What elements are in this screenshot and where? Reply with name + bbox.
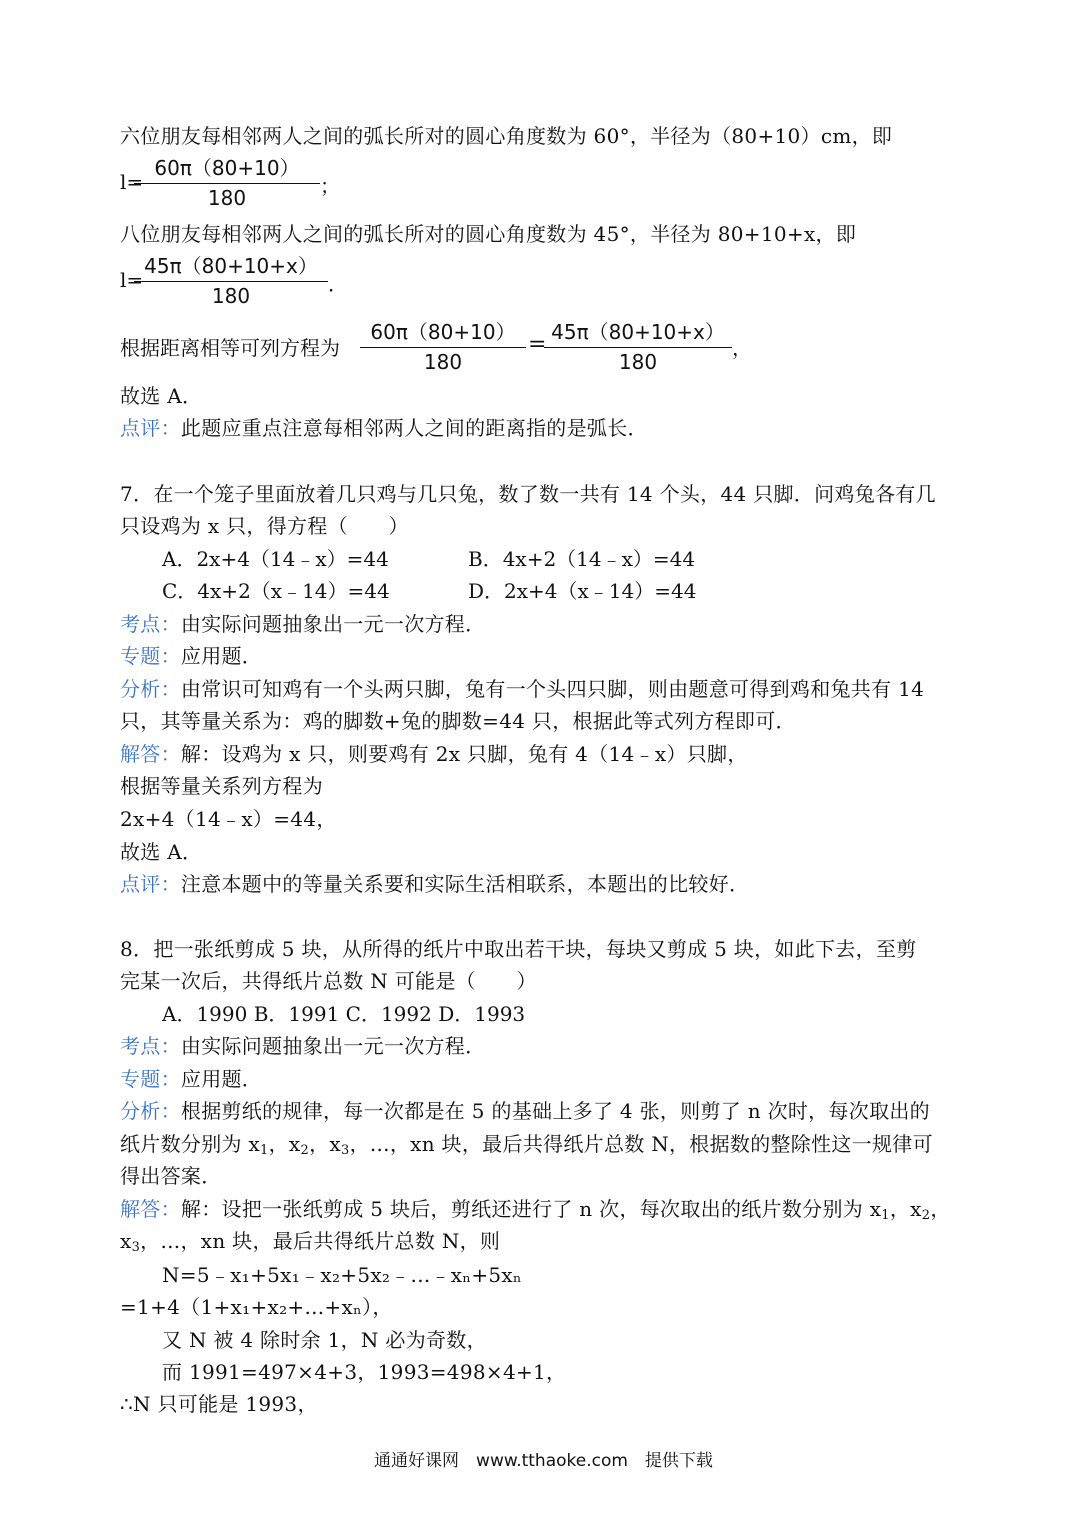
q7-fenxi-line1 <box>120 675 924 703</box>
equation-right-fraction <box>544 316 732 374</box>
kaodian-text: 由实际问题抽象出一元一次方程． <box>180 1034 486 1058</box>
jieda-label: 解答： <box>120 1197 181 1221</box>
review-text: 此题应重点注意每相邻两人之间的距离指的是弧长． <box>180 416 648 440</box>
jieda-text: 解：设把一张纸剪成 5 块后，剪纸还进行了 n 次，每次取出的纸片数分别为 x <box>180 1197 882 1221</box>
review-label: 点评： <box>120 416 181 440</box>
equals-sign: = <box>528 332 547 357</box>
q7-option-a: A．2x+4（14﹣x）=44 <box>162 547 389 571</box>
q7-jieda-line2: 根据等量关系列方程为 <box>120 774 323 798</box>
equation-left-numerator: 60π（80+10） <box>370 320 516 344</box>
page-footer: 通通好课网 www.tthaoke.com 提供下载 <box>374 1451 713 1471</box>
q8-options: A．1990 B．1991 C．1992 D．1993 <box>162 1002 526 1026</box>
q8-equation-line1: N=5﹣x₁+5x₁﹣x₂+5x₂﹣...﹣xₙ+5xₙ <box>162 1263 522 1287</box>
q8-stem-line1: 8．把一张纸剪成 5 块，从所得的纸片中取出若干块，每块又剪成 5 块，如此下去，至剪 <box>120 937 917 961</box>
l1-end: ； <box>320 174 340 198</box>
jieda-label: 解答： <box>120 742 181 766</box>
q7-jieda-line3: 2x+4（14﹣x）=44， <box>120 807 337 831</box>
fenxi-label: 分析： <box>120 1099 181 1123</box>
review-text: 注意本题中的等量关系要和实际生活相联系，本题出的比较好． <box>180 872 750 896</box>
q7-zhuanti <box>120 642 262 670</box>
q6-review <box>120 414 648 442</box>
q8-equation-line2: =1+4（1+x₁+x₂+...+xₙ）， <box>120 1295 393 1319</box>
equation-prefix: 根据距离相等可列方程为 <box>120 336 340 360</box>
jieda-text: ，x <box>889 1197 922 1221</box>
l1-denominator: 180 <box>207 186 247 210</box>
q6-choose: 故选 A． <box>120 384 203 408</box>
l1-prefix: l= <box>120 170 144 194</box>
kaodian-label: 考点： <box>120 1034 181 1058</box>
q8-equation-line5: ∴N 只可能是 1993， <box>120 1392 318 1416</box>
l2-prefix: l= <box>120 268 144 292</box>
q6-line1: 六位朋友每相邻两人之间的弧长所对的圆心角度数为 60°，半径为（80+10）cm，即 <box>120 124 893 148</box>
l2-end: ． <box>328 272 348 296</box>
zhuanti-text: 应用题． <box>180 1067 263 1091</box>
jieda-text: ， <box>930 1197 951 1221</box>
q8-fenxi-line3: 得出答案． <box>120 1164 222 1188</box>
subscript: 3 <box>340 1143 350 1158</box>
q8-fenxi-line1 <box>120 1097 930 1125</box>
fenxi-text: 纸片数分别为 x <box>120 1132 261 1156</box>
q7-jieda-line4: 故选 A． <box>120 840 203 864</box>
q8-jieda-line1 <box>120 1195 951 1230</box>
fraction-bar <box>134 281 328 282</box>
l2-fraction <box>134 250 328 308</box>
jieda-text: x <box>120 1229 132 1253</box>
review-label: 点评： <box>120 872 181 896</box>
q8-jieda-line2 <box>120 1227 500 1262</box>
subscript: 1 <box>260 1143 269 1158</box>
q8-fenxi-line2 <box>120 1130 933 1165</box>
zhuanti-label: 专题： <box>120 1067 181 1091</box>
fraction-bar <box>544 347 732 348</box>
zhuanti-text: 应用题． <box>180 644 263 668</box>
subscript: 3 <box>131 1240 141 1255</box>
fenxi-text: 由常识可知鸡有一个头两只脚，兔有一个头四只脚，则由题意可得到鸡和兔共有 14 <box>180 677 925 701</box>
q7-option-b: B．4x+2（14﹣x）=44 <box>468 547 696 571</box>
equation-right-denominator: 180 <box>618 350 658 374</box>
q8-kaodian <box>120 1032 485 1060</box>
fenxi-text: ，x <box>309 1132 341 1156</box>
q6-line2: 八位朋友每相邻两人之间的弧长所对的圆心角度数为 45°，半径为 80+10+x，即 <box>120 222 857 246</box>
q7-jieda-line1 <box>120 740 748 768</box>
q7-option-c: C．4x+2（x﹣14）=44 <box>162 579 390 603</box>
subscript: 2 <box>921 1208 931 1223</box>
subscript: 1 <box>881 1208 890 1223</box>
q8-zhuanti <box>120 1065 262 1093</box>
q8-stem-line2: 完某一次后，共得纸片总数 N 可能是（ ） <box>120 969 537 993</box>
q7-stem-line2: 只设鸡为 x 只，得方程（ ） <box>120 514 409 538</box>
equation-left-fraction <box>360 316 526 374</box>
q8-equation-line4: 而 1991=497×4+3，1993=498×4+1， <box>162 1360 567 1384</box>
l2-denominator: 180 <box>211 284 251 308</box>
kaodian-text: 由实际问题抽象出一元一次方程． <box>180 612 486 636</box>
q7-fenxi-line2: 只，其等量关系为：鸡的脚数+兔的脚数=44 只，根据此等式列方程即可． <box>120 709 796 733</box>
l1-numerator: 60π（80+10） <box>154 156 300 180</box>
fenxi-text: ，...，xn 块，最后共得纸片总数 N，根据数的整除性这一规律可 <box>349 1132 933 1156</box>
fenxi-label: 分析： <box>120 677 181 701</box>
jieda-text: ，...，xn 块，最后共得纸片总数 N，则 <box>140 1229 501 1253</box>
equation-end: ， <box>732 336 752 360</box>
equation-left-denominator: 180 <box>423 350 463 374</box>
fraction-bar <box>134 183 320 184</box>
fraction-bar <box>360 347 526 348</box>
kaodian-label: 考点： <box>120 612 181 636</box>
zhuanti-label: 专题： <box>120 644 181 668</box>
jieda-text: 解：设鸡为 x 只，则要鸡有 2x 只脚，兔有 4（14﹣x）只脚， <box>180 742 748 766</box>
equation-right-numerator: 45π（80+10+x） <box>551 320 725 344</box>
q8-equation-line3: 又 N 被 4 除时余 1，N 必为奇数， <box>162 1328 487 1352</box>
q7-option-d: D．2x+4（x﹣14）=44 <box>468 579 697 603</box>
fenxi-text: 根据剪纸的规律，每一次都是在 5 的基础上多了 4 张，则剪了 n 次时，每次取出的 <box>180 1099 930 1123</box>
q7-kaodian <box>120 610 485 638</box>
l2-numerator: 45π（80+10+x） <box>144 254 318 278</box>
subscript: 2 <box>300 1143 310 1158</box>
q7-stem-line1: 7．在一个笼子里面放着几只鸡与几只兔，数了数一共有 14 个头，44 只脚．问鸡兔各有几 <box>120 482 936 506</box>
fenxi-text: ，x <box>268 1132 301 1156</box>
l1-fraction <box>134 152 320 210</box>
q7-review <box>120 870 749 898</box>
